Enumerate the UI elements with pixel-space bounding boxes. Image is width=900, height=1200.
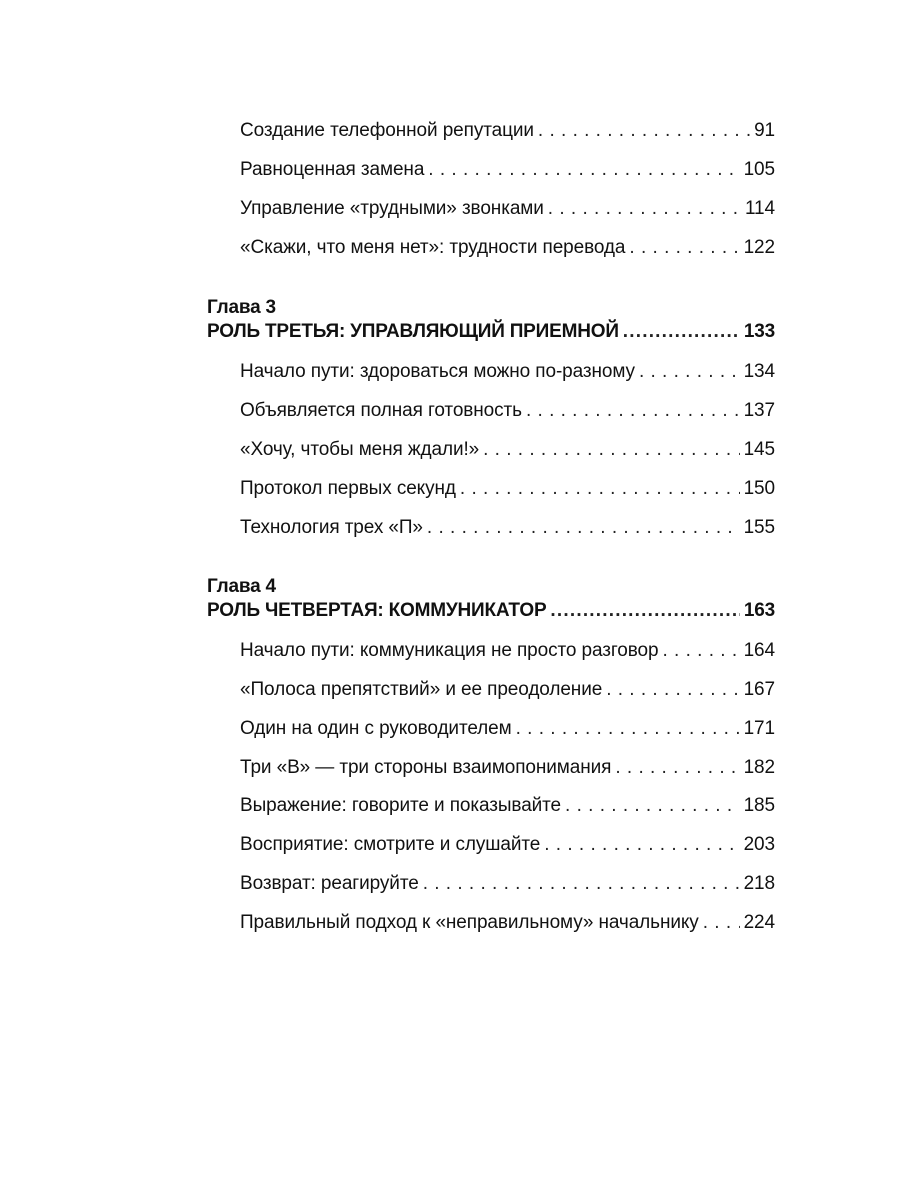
- toc-entry-page: 137: [743, 400, 775, 421]
- toc-entry: [240, 756, 775, 780]
- toc-entry-title: Три «В» — три стороны взаимопонимания: [240, 757, 612, 778]
- toc-entry-page: 122: [743, 237, 775, 258]
- chapter-title: РОЛЬ ЧЕТВЕРТАЯ: КОММУНИКАТОР: [207, 600, 547, 621]
- toc-entry-page: 167: [743, 679, 775, 700]
- chapter-page: 163: [743, 600, 775, 621]
- toc-entry-title: Технология трех «П»: [240, 517, 423, 538]
- toc-entry: [240, 872, 775, 896]
- toc-entry-title: Выражение: говорите и показывайте: [240, 795, 562, 816]
- toc-entry-title: Один на один с руководителем: [240, 718, 512, 739]
- toc-entry-title: Начало пути: здороваться можно по-разному: [240, 361, 635, 382]
- dot-leader: [615, 756, 739, 780]
- toc-entry-page: 218: [743, 873, 775, 894]
- dot-leader: [548, 197, 741, 221]
- toc-entry-title: Создание телефонной репутации: [240, 120, 534, 141]
- toc-entry-page: 171: [743, 718, 775, 739]
- toc-entry: [240, 197, 775, 221]
- toc-entry-page: 164: [743, 640, 775, 661]
- toc-entry: [240, 516, 775, 540]
- toc-entry: [240, 236, 775, 260]
- toc-entry: [240, 639, 775, 663]
- dot-leader: [629, 236, 739, 260]
- dot-leader: [427, 516, 740, 540]
- dot-leader: [428, 158, 739, 182]
- toc-entry-title: «Хочу, чтобы меня ждали!»: [240, 439, 480, 460]
- toc-entry-title: Правильный подход к «неправильному» начальнику: [240, 912, 699, 933]
- toc-entry: [240, 119, 775, 143]
- toc-entry: [240, 911, 775, 935]
- toc-entry: [240, 477, 775, 501]
- toc-entry: [240, 360, 775, 384]
- chapter-page: 133: [743, 321, 775, 342]
- toc-entry-page: 185: [743, 795, 775, 816]
- toc-entry-page: 150: [743, 478, 775, 499]
- toc-entry-title: Начало пути: коммуникация не просто разговор: [240, 640, 659, 661]
- dot-leader: [606, 678, 739, 702]
- toc-entry-page: 224: [743, 912, 775, 933]
- toc-entry-title: Протокол первых секунд: [240, 478, 456, 499]
- toc-entry-title: «Полоса препятствий» и ее преодоление: [240, 679, 603, 700]
- dot-leader: [639, 360, 740, 384]
- dot-leader: [662, 639, 739, 663]
- toc-entry-title: Равноценная замена: [240, 159, 425, 180]
- dot-leader: [423, 872, 740, 896]
- dot-leader: [703, 911, 740, 935]
- toc-entry: [240, 833, 775, 857]
- dot-leader: [623, 320, 740, 344]
- toc-entry: [240, 158, 775, 182]
- toc-entry-page: 182: [743, 757, 775, 778]
- toc-entry-title: Управление «трудными» звонками: [240, 198, 544, 219]
- toc-entry: [240, 794, 775, 818]
- chapter-heading: [207, 599, 775, 623]
- toc-entry: [240, 678, 775, 702]
- toc-entry: [240, 438, 775, 462]
- toc-entry-page: 114: [745, 198, 775, 219]
- dot-leader: [550, 599, 739, 623]
- toc-entry: [240, 717, 775, 741]
- toc-entry-page: 105: [743, 159, 775, 180]
- toc-entry-page: 134: [743, 361, 775, 382]
- dot-leader: [544, 833, 739, 857]
- toc-entry-page: 91: [754, 120, 775, 141]
- toc-entry-page: 155: [743, 517, 775, 538]
- toc-entry-title: Восприятие: смотрите и слушайте: [240, 834, 541, 855]
- toc-entry-title: «Скажи, что меня нет»: трудности перевода: [240, 237, 626, 258]
- dot-leader: [538, 119, 750, 143]
- chapter-label: Глава 3: [207, 297, 276, 318]
- dot-leader: [460, 477, 740, 501]
- dot-leader: [483, 438, 739, 462]
- dot-leader: [526, 399, 740, 423]
- toc-entry-page: 203: [743, 834, 775, 855]
- chapter-title: РОЛЬ ТРЕТЬЯ: УПРАВЛЯЮЩИЙ ПРИЕМНОЙ: [207, 321, 619, 342]
- toc-entry-page: 145: [743, 439, 775, 460]
- chapter-label: Глава 4: [207, 576, 276, 597]
- toc-entry-title: Объявляется полная готовность: [240, 400, 522, 421]
- dot-leader: [565, 794, 740, 818]
- toc-entry: [240, 399, 775, 423]
- chapter-heading: [207, 320, 775, 344]
- toc-entry-title: Возврат: реагируйте: [240, 873, 419, 894]
- dot-leader: [516, 717, 740, 741]
